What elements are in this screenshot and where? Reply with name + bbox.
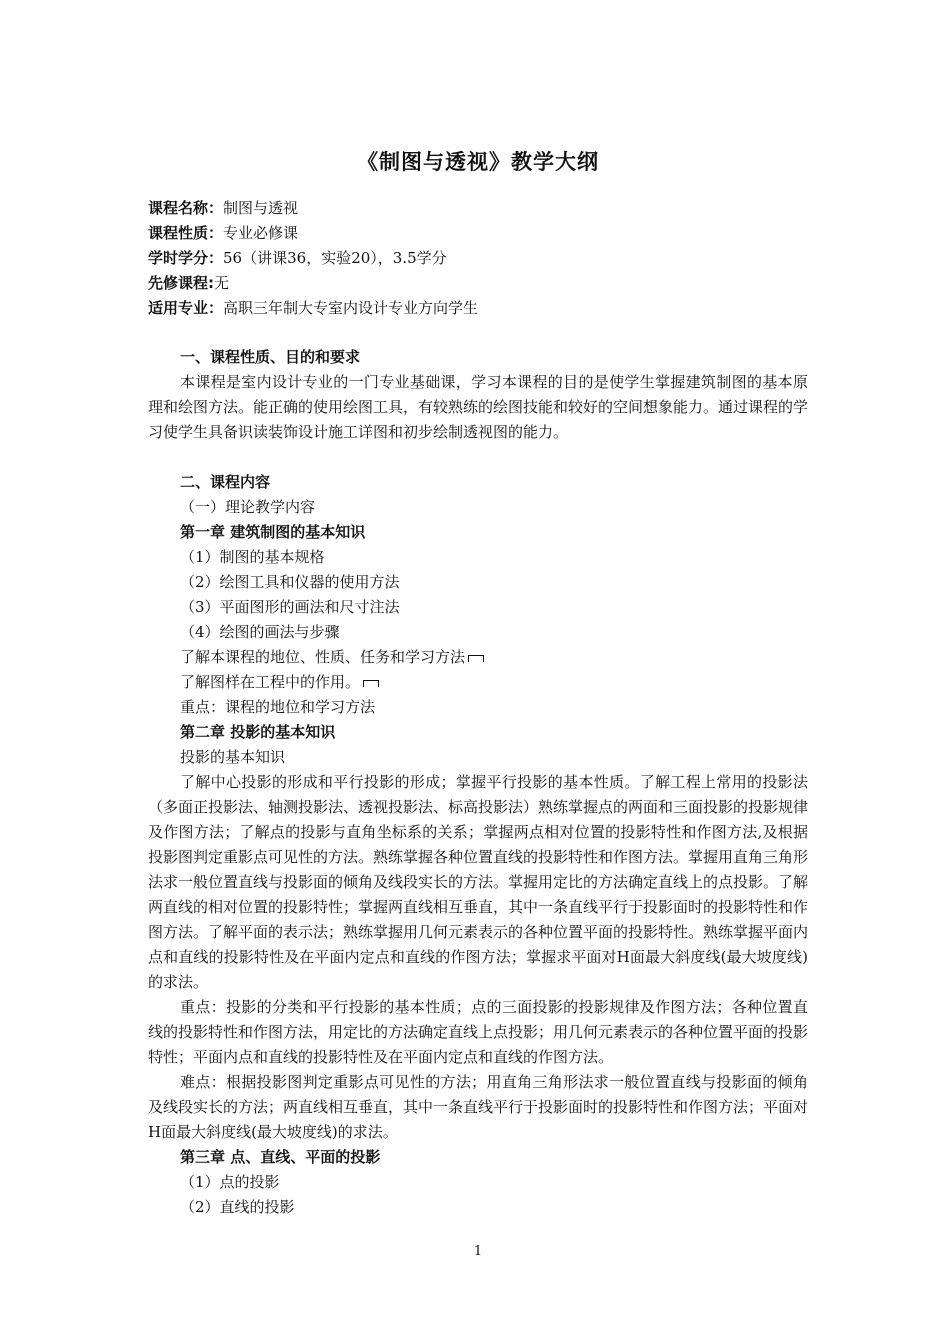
chapter1-item: （1）制图的基本规格	[180, 548, 325, 566]
chapter1-item: （4）绘图的画法与步骤	[180, 623, 340, 641]
chapter1-focus: 重点：课程的地位和学习方法	[180, 698, 376, 716]
chapter1-item: （3）平面图形的画法和尺寸注法	[180, 598, 400, 616]
section1-body: 本课程是室内设计专业的一门专业基础课，学习本课程的目的是使学生掌握建筑制图的基本原理和绘图方法。能正确的使用绘图工具，有较熟练的绘图技能和较好的空间想象能力。通过课程的学习使学生具备识读装饰设计施工详图和初步绘制透视图的能力。	[148, 373, 809, 441]
chapter1-requirement: 了解本课程的地位、性质、任务和学习方法	[180, 645, 484, 670]
chapter1-heading: 第一章 建筑制图的基本知识	[180, 523, 366, 541]
chapter2-key-points: 重点：投影的分类和平行投影的基本性质；点的三面投影的投影规律及作图方法；各种位置直线的投影特性和作图方法，用定比的方法确定直线上点投影；用几何元素表示的各种位置平面的投影特性；平面内点和直线的投影特性及在平面内定点和直线的作图方法。	[148, 998, 809, 1066]
chapter2-paragraph: 了解中心投影的形成和平行投影的形成；掌握平行投影的基本性质。了解工程上常用的投影法（多面正投影法、轴测投影法、透视投影法、标高投影法）熟练掌握点的两面和三面投影的投影规律及作图方法；了解点的投影与直角坐标系的关系；掌握两点相对位置的投影特性和作图方法,及根据投影图判定重影点可见性的方法。熟练掌握各种位置直线的投影特性和作图方法。掌握用直角三角形法求一般位置直线与投影面的倾角及线段实长的方法。掌握用定比的方法确定直线上的点投影。了解两直线的相对位置的投影特性；掌握两直线相互垂直，其中一条直线平行于投影面时的投影特性和作图方法。了解平面的表示法；熟练掌握用几何元素表示的各种位置平面的投影特性。熟练掌握平面内点和直线的投影特性及在平面内定点和直线的作图方法；掌握求平面对H面最大斜度线(最大坡度线)的求法。	[148, 773, 809, 991]
chapter2-subheading: 投影的基本知识	[180, 748, 286, 766]
document-title: 《制图与透视》教学大纲	[357, 150, 599, 174]
chapter2-heading: 第二章 投影的基本知识	[180, 723, 336, 741]
section1-heading: 一、课程性质、目的和要求	[180, 348, 361, 366]
meta-course-type: 课程性质：专业必修课	[148, 224, 299, 242]
chapter1-requirement: 了解图样在工程中的作用。	[180, 670, 379, 695]
meta-prerequisite: 先修课程:无	[148, 274, 230, 292]
chapter3-item: （1）点的投影	[180, 1173, 280, 1191]
chapter3-heading: 第三章 点、直线、平面的投影	[180, 1148, 381, 1166]
chapter2-difficulties: 难点：根据投影图判定重影点可见性的方法；用直角三角形法求一般位置直线与投影面的倾角及线段实长的方法；两直线相互垂直，其中一条直线平行于投影面时的投影特性和作图方法；平面对H面最大斜度线(最大坡度线)的求法。	[148, 1073, 809, 1141]
section2-subheading: （一）理论教学内容	[180, 498, 316, 516]
section2-heading: 二、课程内容	[180, 473, 271, 491]
edit-mark-icon	[363, 680, 379, 687]
edit-mark-icon	[468, 655, 484, 662]
meta-hours-credits: 学时学分：56（讲课36，实验20），3.5学分	[148, 249, 447, 267]
chapter3-item: （2）直线的投影	[180, 1198, 295, 1216]
chapter1-item: （2）绘图工具和仪器的使用方法	[180, 573, 400, 591]
meta-course-name: 课程名称：制图与透视	[148, 199, 299, 217]
meta-major: 适用专业：高职三年制大专室内设计专业方向学生	[148, 299, 479, 317]
page-number: 1	[473, 1244, 483, 1259]
